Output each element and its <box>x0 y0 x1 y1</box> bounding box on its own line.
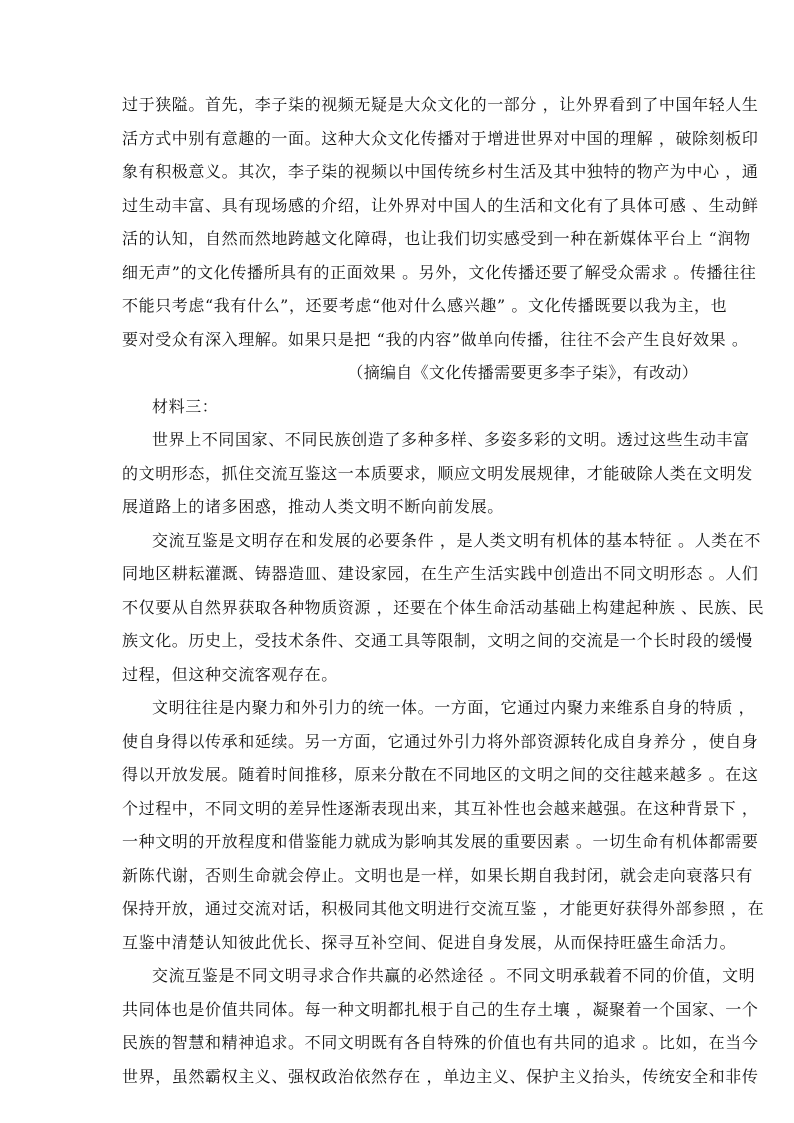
text-line: 活的认知，自然而然地跨越文化障碍，也让我们切实感受到一种在新媒体平台上 “润物 <box>122 229 751 248</box>
text-line: 细无声”的文化传播所具有的正面效果 。另外，文化传播还要了解受众需求 。传播往往 <box>122 263 757 282</box>
text-line: 过于狭隘。首先，李子柒的视频无疑是大众文化的一部分 ，让外界看到了中国年轻人生 <box>122 95 759 114</box>
text-line: 新陈代谢，否则生命就会停止。文明也是一样，如果长期自我封闭，就会走向衰落只有 <box>122 866 753 885</box>
text-line: 保持开放，通过交流对话，积极同其他文明进行交流互鉴 ，才能更好获得外部参照 ，在 <box>122 899 765 918</box>
text-line: 使自身得以传承和延续。另一方面，它通过外引力将外部资源转化成自身养分 ，使自身 <box>122 732 759 751</box>
source-citation: （摘编自《文化传播需要更多李子柒》，有改动） <box>347 363 698 382</box>
text-line: 交流互鉴是不同文明寻求合作共赢的必然途径 。不同文明承载着不同的价值，文明 <box>152 966 756 985</box>
text-line: 过生动丰富、具有现场感的介绍，让外界对中国人的生活和文化有了具体可感 、生动鲜 <box>122 196 759 215</box>
text-line: 展道路上的诸多困惑，推动人类文明不断向前发展。 <box>122 497 504 516</box>
text-line: 过程，但这种交流客观存在。 <box>122 665 338 684</box>
text-line: 要对受众有深入理解。如果只是把 “我的内容”做单向传播，往往不会产生良好效果 。 <box>122 330 749 349</box>
text-line: 同地区耕耘灌溉、铸器造皿、建设家园，在生产生活实践中创造出不同文明形态 。人们 <box>122 564 759 583</box>
text-line: 共同体也是价值共同体。每一种文明都扎根于自己的生存土壤 ，凝聚着一个国家、一个 <box>122 1000 759 1019</box>
text-line: 不仅要从自然界获取各种物质资源 ，还要在个体生命活动基础上构建起种族 、民族、民 <box>122 598 765 617</box>
text-line: 文明往往是内聚力和外引力的统一体。一方面，它通过内聚力来维系自身的特质 ， <box>152 698 756 717</box>
section-label: 材料三： <box>152 397 219 416</box>
text-line: 得以开放发展。随着时间推移，原来分散在不同地区的文明之间的交往越来越多 。在这 <box>122 765 759 784</box>
text-line: 的文明形态，抓住交流互鉴这一本质要求，顺应文明发展规律，才能破除人类在文明发 <box>122 464 753 483</box>
text-line: 象有积极意义。其次，李子柒的视频以中国传统乡村生活及其中独特的物产为中心 ，通 <box>122 162 759 181</box>
text-line: 个过程中，不同文明的差异性逐渐表现出来，其互补性也会越来越强。在这种背景下 ， <box>122 799 759 818</box>
text-line: 互鉴中清楚认知彼此优长、探寻互补空间、促进自身发展，从而保持旺盛生命活力。 <box>122 933 737 952</box>
text-line: 世界，虽然霸权主义、强权政治依然存在 ，单边主义、保护主义抬头，传统安全和非传 <box>122 1067 759 1086</box>
text-line: 族文化。历史上，受技术条件、交通工具等限制，文明之间的交流是一个长时段的缓慢 <box>122 631 753 650</box>
text-line: 民族的智慧和精神追求。不同文明既有各自特殊的价值也有共同的追求 。比如，在当今 <box>122 1033 759 1052</box>
text-line: 交流互鉴是文明存在和发展的必要条件 ，是人类文明有机体的基本特征 。人类在不 <box>152 531 761 550</box>
text-line: 活方式中别有意趣的一面。这种大众文化传播对于增进世界对中国的理解 ，破除刻板印 <box>122 129 759 148</box>
text-line: 一种文明的开放程度和借鉴能力就成为影响其发展的重要因素 。一切生命有机体都需要 <box>122 832 759 851</box>
text-line: 世界上不同国家、不同民族创造了多种多样、多姿多彩的文明。透过这些生动丰富 <box>152 430 750 449</box>
text-line: 不能只考虑“我有什么”，还要考虑“他对什么感兴趣” 。文化传播既要以我为主，也 <box>122 296 728 315</box>
